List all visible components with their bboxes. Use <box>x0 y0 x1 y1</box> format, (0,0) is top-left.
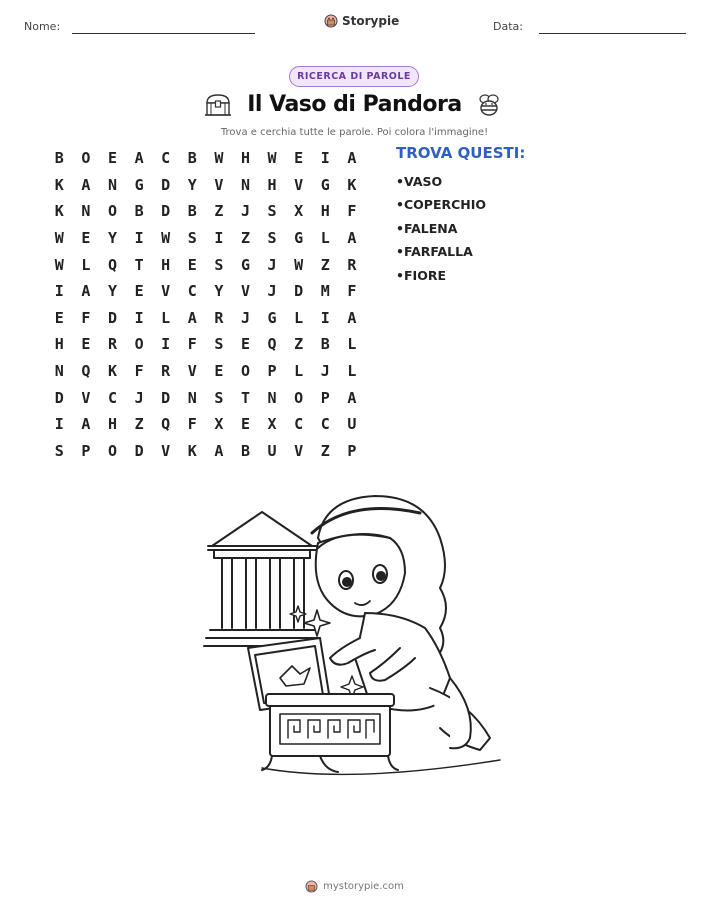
grid-letter[interactable]: D <box>161 388 171 407</box>
grid-letter[interactable]: Y <box>214 282 224 301</box>
grid-letter[interactable]: T <box>240 388 250 407</box>
grid-letter[interactable]: E <box>107 149 117 168</box>
grid-letter[interactable]: A <box>81 175 91 194</box>
grid-letter[interactable]: Z <box>294 335 304 354</box>
grid-letter[interactable]: H <box>54 335 64 354</box>
grid-letter[interactable]: Y <box>107 282 117 301</box>
date-label: Data: <box>493 20 523 33</box>
grid-letter[interactable]: V <box>294 175 304 194</box>
grid-letter[interactable]: P <box>320 388 330 407</box>
grid-letter[interactable]: S <box>214 255 224 274</box>
grid-letter[interactable]: X <box>214 415 224 434</box>
category-badge: RICERCA DI PAROLE <box>289 66 419 87</box>
grid-letter[interactable]: S <box>54 441 64 460</box>
temple-drawing <box>204 512 320 646</box>
grid-letter[interactable]: B <box>187 202 197 221</box>
grid-letter[interactable]: R <box>347 255 357 274</box>
grid-letter[interactable]: K <box>187 441 197 460</box>
grid-letter[interactable]: W <box>161 229 171 248</box>
grid-row <box>46 225 365 252</box>
word-item: • VASO <box>396 170 486 193</box>
grid-row <box>46 438 365 465</box>
grid-letter[interactable]: N <box>187 388 197 407</box>
name-label: Nome: <box>24 20 61 33</box>
grid-letter[interactable]: Z <box>134 415 144 434</box>
grid-letter[interactable]: V <box>161 441 171 460</box>
grid-letter[interactable]: I <box>134 308 144 327</box>
grid-letter[interactable]: L <box>161 308 171 327</box>
grid-letter[interactable]: B <box>320 335 330 354</box>
grid-letter[interactable]: C <box>187 282 197 301</box>
grid-letter[interactable]: F <box>347 202 357 221</box>
grid-letter[interactable]: C <box>161 149 171 168</box>
grid-letter[interactable]: I <box>54 282 64 301</box>
grid-letter[interactable]: I <box>320 308 330 327</box>
grid-letter[interactable]: Z <box>214 202 224 221</box>
grid-letter[interactable]: Q <box>161 415 171 434</box>
grid-letter[interactable]: R <box>107 335 117 354</box>
grid-letter[interactable]: A <box>347 308 357 327</box>
storypie-logo-icon <box>324 14 338 28</box>
footer-url: mystorypie.com <box>323 881 404 892</box>
grid-row <box>46 384 365 411</box>
grid-letter[interactable]: K <box>347 175 357 194</box>
grid-letter[interactable]: Z <box>240 229 250 248</box>
grid-letter[interactable]: F <box>347 282 357 301</box>
word-item: • COPERCHIO <box>396 193 486 216</box>
grid-letter[interactable]: A <box>134 149 144 168</box>
grid-letter[interactable]: F <box>187 415 197 434</box>
word-item: • FARFALLA <box>396 240 486 263</box>
grid-letter[interactable]: L <box>320 229 330 248</box>
grid-letter[interactable]: O <box>294 388 304 407</box>
grid-letter[interactable]: E <box>240 335 250 354</box>
grid-letter[interactable]: E <box>54 308 64 327</box>
brand-name: Storypie <box>342 14 400 28</box>
grid-letter[interactable]: M <box>320 282 330 301</box>
grid-letter[interactable]: E <box>81 229 91 248</box>
grid-letter[interactable]: B <box>187 149 197 168</box>
grid-letter[interactable]: I <box>320 149 330 168</box>
grid-letter[interactable]: J <box>240 308 250 327</box>
grid-letter[interactable]: N <box>240 175 250 194</box>
grid-letter[interactable]: Q <box>81 362 91 381</box>
grid-row <box>46 145 365 172</box>
grid-letter[interactable]: J <box>267 255 277 274</box>
grid-letter[interactable]: J <box>240 202 250 221</box>
girl-opening-chest-illustration <box>200 488 510 788</box>
grid-row <box>46 305 365 332</box>
brand <box>324 14 399 28</box>
grid-letter[interactable]: S <box>267 229 277 248</box>
footer <box>0 880 709 893</box>
grid-letter[interactable]: A <box>347 229 357 248</box>
grid-letter[interactable]: K <box>54 175 64 194</box>
storypie-logo-icon <box>305 880 318 893</box>
grid-letter[interactable]: D <box>161 175 171 194</box>
grid-letter[interactable]: Y <box>107 229 117 248</box>
grid-letter[interactable]: W <box>294 255 304 274</box>
grid-letter[interactable]: O <box>107 202 117 221</box>
grid-letter[interactable]: E <box>81 335 91 354</box>
grid-letter[interactable]: F <box>134 362 144 381</box>
grid-letter[interactable]: D <box>134 441 144 460</box>
grid-letter[interactable]: N <box>267 388 277 407</box>
grid-letter[interactable]: G <box>134 175 144 194</box>
grid-letter[interactable]: D <box>54 388 64 407</box>
grid-letter[interactable]: V <box>240 282 250 301</box>
grid-letter[interactable]: O <box>134 335 144 354</box>
grid-letter[interactable]: B <box>134 202 144 221</box>
grid-letter[interactable]: C <box>320 415 330 434</box>
grid-letter[interactable]: J <box>134 388 144 407</box>
grid-row <box>46 331 365 358</box>
grid-letter[interactable]: R <box>214 308 224 327</box>
grid-letter[interactable]: W <box>54 229 64 248</box>
grid-letter[interactable]: S <box>267 202 277 221</box>
grid-letter[interactable]: J <box>320 362 330 381</box>
grid-letter[interactable]: Q <box>107 255 117 274</box>
grid-letter[interactable]: A <box>347 388 357 407</box>
grid-letter[interactable]: A <box>187 308 197 327</box>
grid-letter[interactable]: Z <box>320 441 330 460</box>
grid-letter[interactable]: E <box>214 362 224 381</box>
grid-letter[interactable]: X <box>267 415 277 434</box>
grid-letter[interactable]: L <box>347 335 357 354</box>
grid-letter[interactable]: I <box>134 229 144 248</box>
grid-letter[interactable]: U <box>267 441 277 460</box>
grid-letter[interactable]: W <box>267 149 277 168</box>
grid-letter[interactable]: A <box>81 415 91 434</box>
grid-letter[interactable]: H <box>320 202 330 221</box>
grid-letter[interactable]: Q <box>267 335 277 354</box>
grid-letter[interactable]: X <box>294 202 304 221</box>
grid-letter[interactable]: V <box>294 441 304 460</box>
grid-letter[interactable]: S <box>214 335 224 354</box>
grid-letter[interactable]: E <box>294 149 304 168</box>
word-list <box>396 170 486 287</box>
grid-letter[interactable]: U <box>347 415 357 434</box>
grid-letter[interactable]: O <box>107 441 117 460</box>
grid-letter[interactable]: C <box>294 415 304 434</box>
grid-letter[interactable]: P <box>81 441 91 460</box>
grid-letter[interactable]: B <box>240 441 250 460</box>
grid-row <box>46 358 365 385</box>
instructions: Trova e cerchia tutte le parole. Poi colora l'immagine! <box>220 127 489 138</box>
grid-letter[interactable]: H <box>267 175 277 194</box>
grid-letter[interactable]: Z <box>320 255 330 274</box>
grid-row <box>46 172 365 199</box>
grid-letter[interactable]: Y <box>187 175 197 194</box>
grid-letter[interactable]: N <box>54 362 64 381</box>
grid-row <box>46 411 365 438</box>
grid-letter[interactable]: S <box>214 388 224 407</box>
grid-letter[interactable]: I <box>54 415 64 434</box>
grid-letter[interactable]: L <box>294 362 304 381</box>
grid-letter[interactable]: L <box>294 308 304 327</box>
grid-letter[interactable]: E <box>187 255 197 274</box>
grid-letter[interactable]: C <box>107 388 117 407</box>
page-title: Il Vaso di Pandora <box>247 92 462 117</box>
grid-letter[interactable]: O <box>81 149 91 168</box>
grid-letter[interactable]: V <box>81 388 91 407</box>
grid-letter[interactable]: A <box>214 441 224 460</box>
word-item: • FIORE <box>396 264 486 287</box>
grid-letter[interactable]: G <box>294 229 304 248</box>
grid-letter[interactable]: R <box>161 362 171 381</box>
grid-letter[interactable]: W <box>54 255 64 274</box>
grid-letter[interactable]: H <box>107 415 117 434</box>
grid-letter[interactable]: D <box>107 308 117 327</box>
grid-letter[interactable]: K <box>54 202 64 221</box>
grid-letter[interactable]: B <box>54 149 64 168</box>
grid-letter[interactable]: N <box>81 202 91 221</box>
grid-letter[interactable]: E <box>240 415 250 434</box>
find-these-heading: TROVA QUESTI: <box>396 144 526 162</box>
grid-letter[interactable]: J <box>267 282 277 301</box>
grid-letter[interactable]: A <box>81 282 91 301</box>
grid-letter[interactable]: H <box>161 255 171 274</box>
grid-row <box>46 278 365 305</box>
grid-letter[interactable]: F <box>81 308 91 327</box>
grid-row <box>46 251 365 278</box>
grid-letter[interactable]: K <box>107 362 117 381</box>
grid-letter[interactable]: N <box>107 175 117 194</box>
grid-letter[interactable]: V <box>214 175 224 194</box>
grid-letter[interactable]: V <box>161 282 171 301</box>
date-line <box>539 33 686 34</box>
grid-letter[interactable]: E <box>134 282 144 301</box>
grid-letter[interactable]: D <box>161 202 171 221</box>
grid-letter[interactable]: W <box>214 149 224 168</box>
name-line <box>72 33 255 34</box>
grid-letter[interactable]: P <box>347 441 357 460</box>
grid-letter[interactable]: G <box>240 255 250 274</box>
grid-letter[interactable]: H <box>240 149 250 168</box>
grid-letter[interactable]: T <box>134 255 144 274</box>
grid-letter[interactable]: L <box>347 362 357 381</box>
word-item: • FALENA <box>396 217 486 240</box>
bee-icon <box>474 90 504 120</box>
grid-letter[interactable]: L <box>81 255 91 274</box>
grid-letter[interactable]: F <box>187 335 197 354</box>
grid-letter[interactable]: I <box>161 335 171 354</box>
grid-letter[interactable]: I <box>214 229 224 248</box>
grid-letter[interactable]: G <box>267 308 277 327</box>
grid-letter[interactable]: P <box>267 362 277 381</box>
grid-row <box>46 198 365 225</box>
word-search-grid <box>46 145 365 464</box>
grid-letter[interactable]: D <box>294 282 304 301</box>
grid-letter[interactable]: O <box>240 362 250 381</box>
grid-letter[interactable]: V <box>187 362 197 381</box>
grid-letter[interactable]: S <box>187 229 197 248</box>
grid-letter[interactable]: G <box>320 175 330 194</box>
grid-letter[interactable]: A <box>347 149 357 168</box>
